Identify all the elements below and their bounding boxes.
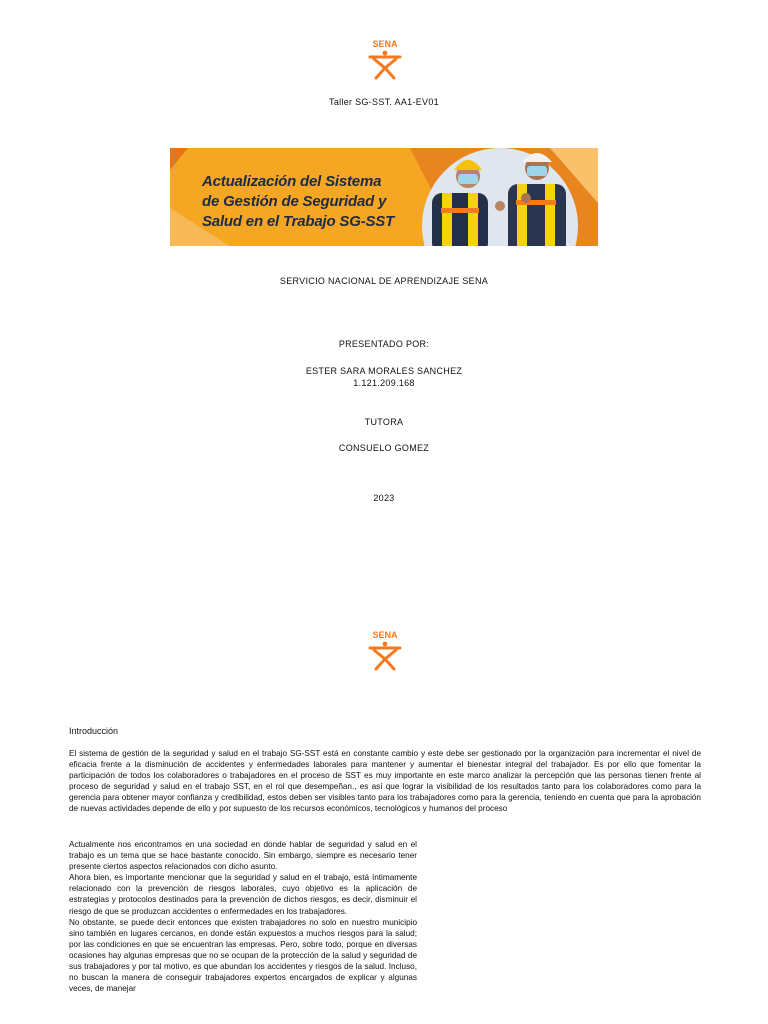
intro-paragraph-1: El sistema de gestión de la seguridad y salud en el trabajo SG-SST está en constante cambio y este debe ser gestionado por la organización para incrementar el nivel de eficacia frente a la disminución de accidentes y enfermedades laborales para mantener y aumentar el bienestar integral del trabajador. Es por ello que fomentar la participación de todos los colaboradores o trabajadores en el proceso de SST es muy importante en este marco analizar la percepción que las personas tienen frente al proceso de seguridad y salud en el trabajo SST, en el rol que desempeñan., es así que lograr la visibilidad de los resultados tanto para los colaboradores como para la gerencia para obtener mayor confianza y credibilidad, estos deben ser visibles tanto para los trabajadores como para la gerencia, teniendo en cuenta que para la aprobación de nuevas actividades depende de ello y por supuesto de los recursos económicos, tecnológicos y humanos del proceso [69,749,701,814]
sena-logo-2 [362,629,408,675]
year: 2023 [373,493,395,503]
intro-paragraph-2c: No obstante, se puede decir entonces que existen trabajadores no solo en nuestro municipio sino también en lugares cercanos, en donde están expuestos a muchos riesgos para la salud; por las condiciones en que se encuentran las empresas. Pero, sobre todo, porque en diversas ocasiones hay algunas empresas que no se ocupan de la protección de la salud y seguridad de sus trabajadores y por tal motivo, es que abundan los accidentes y riesgos de la salud. Incluso, no buscan la manera de conseguir trabajadores expertos encargados de explicar y algunas veces, de manejar [69,917,417,994]
banner [170,148,598,246]
logo-text: SENA [372,39,398,49]
logo-text-2: SENA [372,630,398,640]
tutor-label: TUTORA [364,417,404,427]
banner-title-line2: de Gestión de Seguridad y [202,193,387,210]
document-title: Taller SG-SST. AA1-EV01 [329,97,439,107]
banner-title-line1: Actualización del Sistema [202,173,382,190]
author-name: ESTER SARA MORALES SANCHEZ [305,366,463,376]
author-id: 1.121.209.168 [353,378,415,388]
tutor-name: CONSUELO GOMEZ [338,443,430,453]
intro-paragraph-2b: Ahora bien, es importante mencionar que la seguridad y salud en el trabajo, está íntimamente relacionado con la prevención de riesgos laborales, cuyo objetivo es la aplicación de estrategias y protocolos destinados para la prevención de dichos riesgos, es decir, disminuir el riesgo de que se produzcan accidentes o enfermedades en los trabajadores. [69,873,417,916]
intro-heading: Introducción [69,726,119,736]
banner-title [202,172,422,232]
institution-name: SERVICIO NACIONAL DE APRENDIZAJE SENA [279,276,489,286]
sena-logo [362,38,408,84]
banner-title-line3: Salud en el Trabajo SG-SST [202,213,395,230]
intro-paragraph-2 [69,839,417,994]
presented-by-label: PRESENTADO POR: [338,339,430,349]
intro-paragraph-2a: Actualmente nos encontramos en una sociedad en donde hablar de seguridad y salud en el trabajo es un tema que se hace bastante conocido. Sin embargo, siempre es necesario tener presente ciertos aspectos relacionados con dicho asunto. [69,840,417,872]
